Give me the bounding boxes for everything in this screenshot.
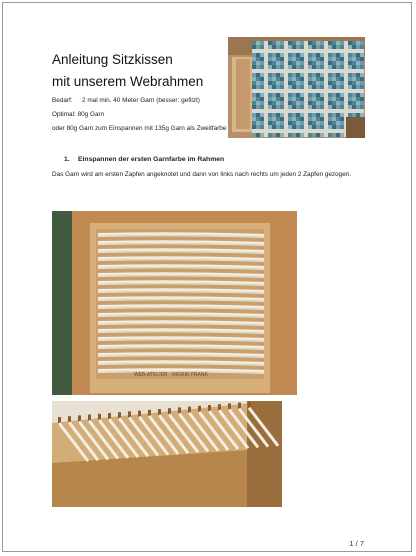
finished-cushion-image bbox=[228, 37, 365, 138]
document-title-line2: mit unserem Webrahmen bbox=[52, 74, 204, 89]
bedarf-value: 2 mal min. 40 Meter Garn (besser: gefilzt) bbox=[82, 97, 200, 104]
loom-pegs-image bbox=[52, 401, 282, 507]
bedarf-label: Bedarf: bbox=[52, 97, 73, 104]
loom-warp-image bbox=[52, 211, 297, 395]
document-title-line1: Anleitung Sitzkissen bbox=[52, 52, 173, 67]
page-number: 1 / 7 bbox=[349, 539, 364, 548]
loom-stamp-text: WEB-ATELIER · INGRID FRANK bbox=[134, 372, 208, 378]
section-heading: Einspannen der ersten Garnfarbe im Rahmen bbox=[78, 156, 225, 163]
finished-cushion-photo bbox=[228, 37, 365, 138]
loom-warp-photo bbox=[52, 211, 297, 395]
alternative-text: oder 80g Garn zum Einspannen mit 135g Garn als Zweitfarbe bbox=[52, 125, 227, 132]
section-number: 1. bbox=[64, 156, 70, 163]
loom-pegs-photo bbox=[52, 401, 282, 507]
optimal-text: Optimal: 80g Garn bbox=[52, 111, 105, 118]
instruction-paragraph: Das Garn wird am ersten Zapfen angeknotet und dann von links nach rechts um jeden 2 Zapfen gezogen. bbox=[52, 171, 352, 178]
